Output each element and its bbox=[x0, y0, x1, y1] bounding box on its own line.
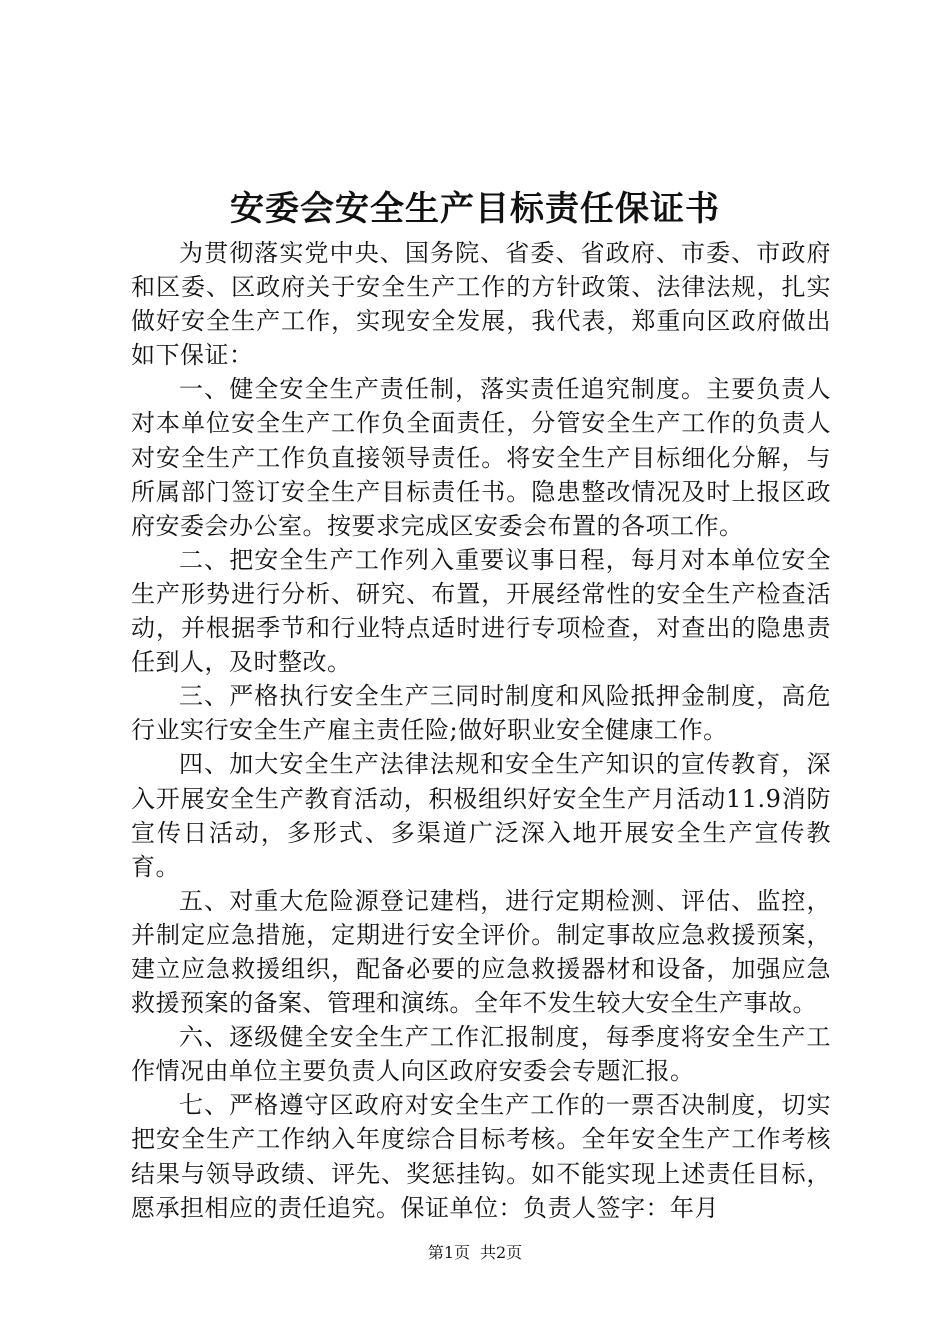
paragraph-item-1: 一、健全安全生产责任制，落实责任追究制度。主要负责人对本单位安全生产工作负全面责任，分管安全生产工作的负责人对安全生产工作负直接领导责任。将安全生产目标细化分解，与所属部门签订安全生产目标责任书。隐患整改情况及时上报区政府安委会办公室。按要求完成区安委会布置的各项工作。 bbox=[131, 375, 831, 540]
paragraph-item-6: 六、逐级健全安全生产工作汇报制度，每季度将安全生产工作情况由单位主要负责人向区政府安委会专题汇报。 bbox=[131, 1023, 831, 1086]
page-total: 共2页 bbox=[480, 1243, 523, 1262]
paragraph-intro: 为贯彻落实党中央、国务院、省委、省政府、市委、市政府和区委、区政府关于安全生产工作的方针政策、法律法规，扎实做好安全生产工作，实现安全发展，我代表，郑重向区政府做出如下保证： bbox=[131, 239, 831, 370]
page-footer bbox=[0, 1242, 950, 1264]
paragraph-item-7: 七、严格遵守区政府对安全生产工作的一票否决制度，切实把安全生产工作纳入年度综合目标考核。全年安全生产工作考核结果与领导政绩、评先、奖惩挂钩。如不能实现上述责任目标，愿承担相应的责任追究。保证单位：负责人签字：年月 bbox=[131, 1091, 831, 1222]
paragraph-item-3: 三、严格执行安全生产三同时制度和风险抵押金制度，高危行业实行安全生产雇主责任险;做好职业安全健康工作。 bbox=[131, 682, 831, 745]
paragraph-item-2: 二、把安全生产工作列入重要议事日程，每月对本单位安全生产形势进行分析、研究、布置，开展经常性的安全生产检查活动，并根据季节和行业特点适时进行专项检查，对查出的隐患责任到人，及时整改。 bbox=[131, 545, 831, 677]
paragraph-item-4: 四、加大安全生产法律法规和安全生产知识的宣传教育，深入开展安全生产教育活动，积极组织好安全生产月活动11.9消防宣传日活动，多形式、多渠道广泛深入地开展安全生产宣传教育。 bbox=[131, 750, 831, 881]
document-body bbox=[131, 236, 831, 1225]
paragraph-item-5: 五、对重大危险源登记建档，进行定期检测、评估、监控，并制定应急措施，定期进行安全评价。制定事故应急救援预案，建立应急救援组织，配备必要的应急救援器材和设备，加强应急救援预案的备案、管理和演练。全年不发生较大安全生产事故。 bbox=[131, 886, 831, 1018]
document-title: 安委会安全生产目标责任保证书 bbox=[230, 189, 720, 229]
page-number: 第1页 bbox=[427, 1243, 470, 1262]
